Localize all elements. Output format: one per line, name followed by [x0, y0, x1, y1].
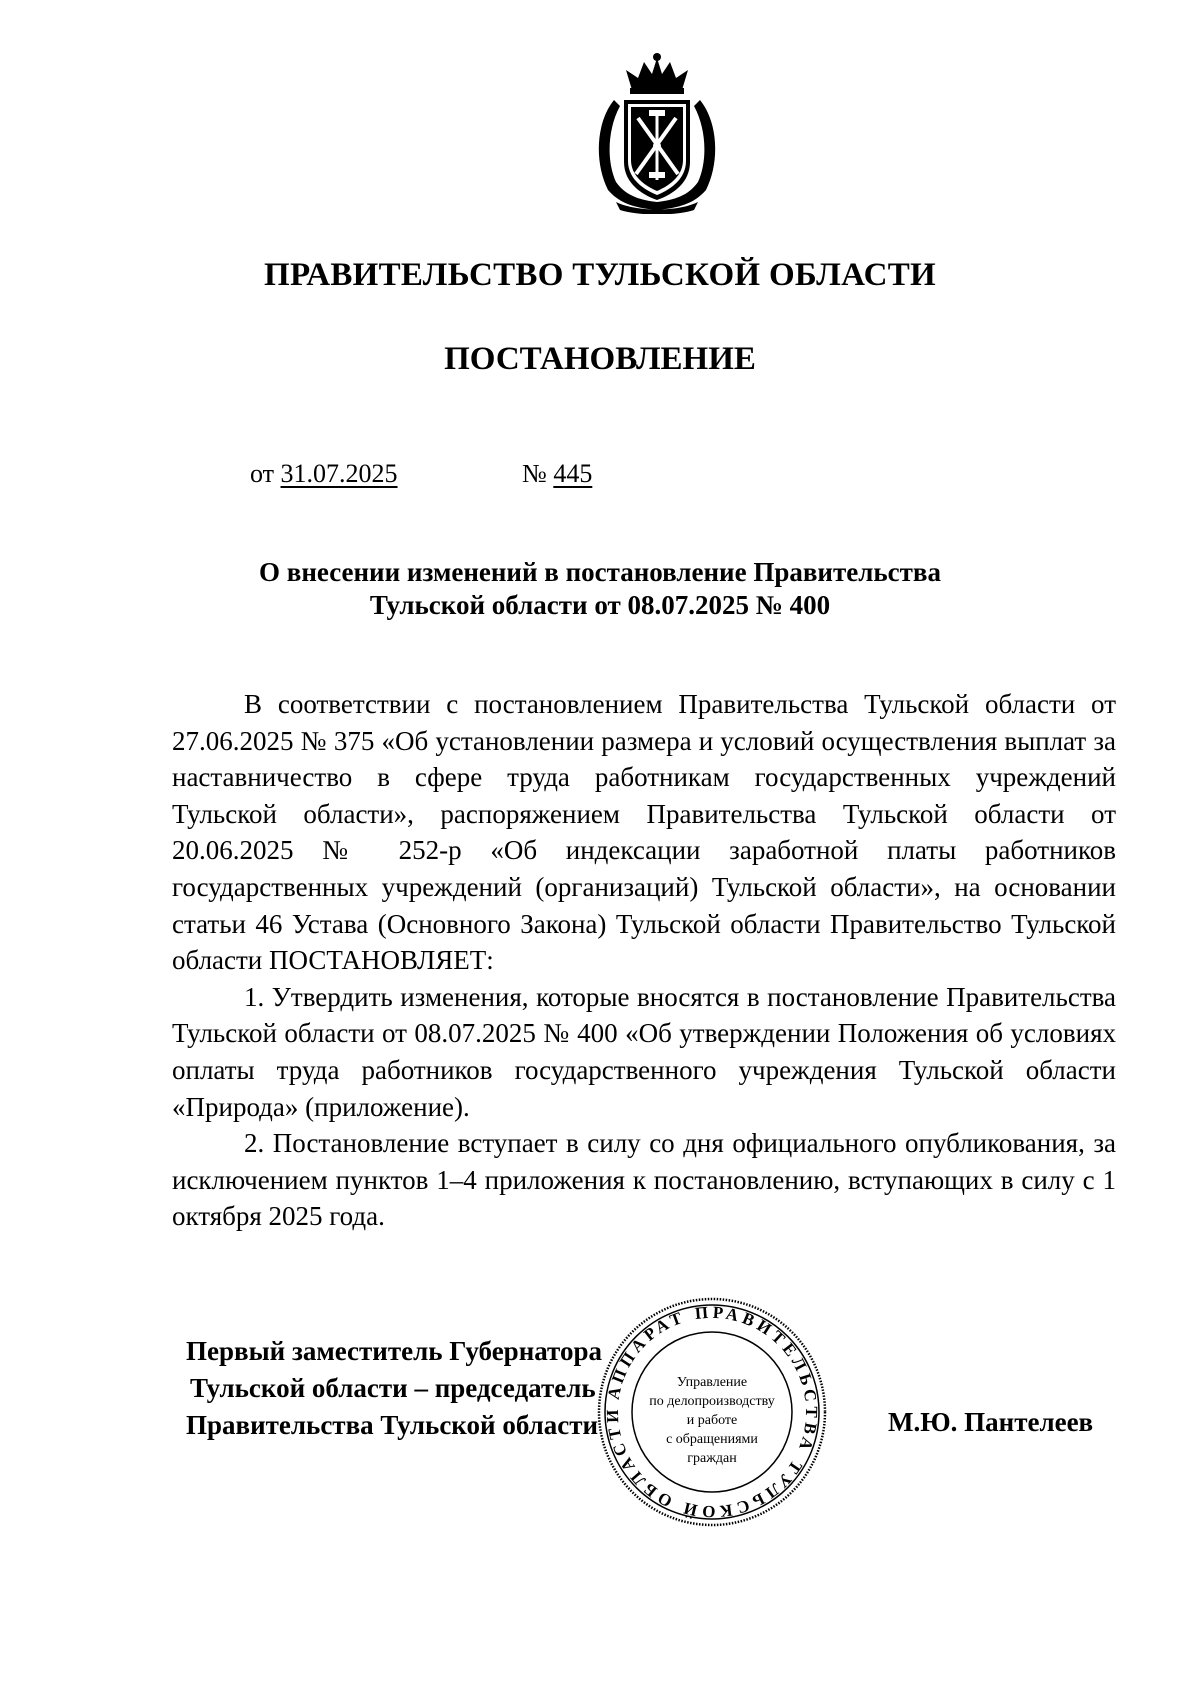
- item-1-paragraph: 1. Утвердить изменения, которые вносятся в постановление Правительства Тульской области от 08.07.2025 № 400 «Об утверждении Положения об условиях оплаты труда работников государственного учреждения Тульской области «Природа» (приложение).: [172, 981, 1116, 1122]
- document-number: [522, 459, 592, 489]
- document-date: [250, 459, 398, 489]
- preamble-paragraph: В соответствии с постановлением Правительства Тульской области от 27.06.2025 № 375 «Об установлении размера и условий осуществления выплат за наставничество в сфере труда работникам государственных учреждений Тульской области», распоряжением Правительства Тульской области от 20.06.2025 № 252-р «Об индексации заработной платы работников государственных учреждений (организаций) Тульской области», на основании статьи 46 Устава (Основного Закона) Тульской области Правительство Тульской области ПОСТАНОВЛЯЕТ:: [172, 689, 1116, 976]
- item-2-paragraph: 2. Постановление вступает в силу со дня официального опубликования, за исключением пунктов 1–4 приложения к постановлению, вступающих в силу с 1 октября 2025 года.: [172, 1128, 1116, 1232]
- subject-line-2: Тульской области от 08.07.2025 № 400: [369, 590, 831, 620]
- signature-position: [186, 1333, 602, 1444]
- stamp-line-3: и работе: [686, 1413, 738, 1428]
- tula-coat-of-arms-icon: [586, 52, 728, 214]
- position-line-3: Правительства Тульской области: [186, 1410, 599, 1440]
- number-value: 445: [553, 459, 593, 488]
- document-type: ПОСТАНОВЛЕНИЕ: [444, 341, 756, 377]
- date-prefix: от: [250, 459, 275, 488]
- date-value: 31.07.2025: [280, 459, 398, 488]
- document-body: [172, 686, 1116, 1235]
- subject-line-1: О внесении изменений в постановление Правительства: [259, 557, 941, 587]
- position-line-1: Первый заместитель Губернатора: [186, 1336, 602, 1366]
- document-subject: [200, 556, 1000, 622]
- number-prefix: №: [522, 459, 547, 488]
- signer-name: М.Ю. Пантелеев: [888, 1407, 1094, 1437]
- government-title: ПРАВИТЕЛЬСТВО ТУЛЬСКОЙ ОБЛАСТИ: [264, 257, 936, 293]
- stamp-line-5: граждан: [687, 1451, 737, 1466]
- stamp-line-1: Управление: [676, 1375, 748, 1390]
- stamp-center-text: [636, 1373, 788, 1468]
- stamp-line-2: по делопроизводству: [649, 1394, 775, 1409]
- stamp-line-4: с обращениями: [666, 1432, 758, 1447]
- position-line-2: Тульской области – председатель: [190, 1373, 596, 1403]
- stamp-ring-text: АППАРАТ ПРАВИТЕЛЬСТВА ТУЛЬСКОЙ ОБЛАСТИ: [602, 1302, 822, 1522]
